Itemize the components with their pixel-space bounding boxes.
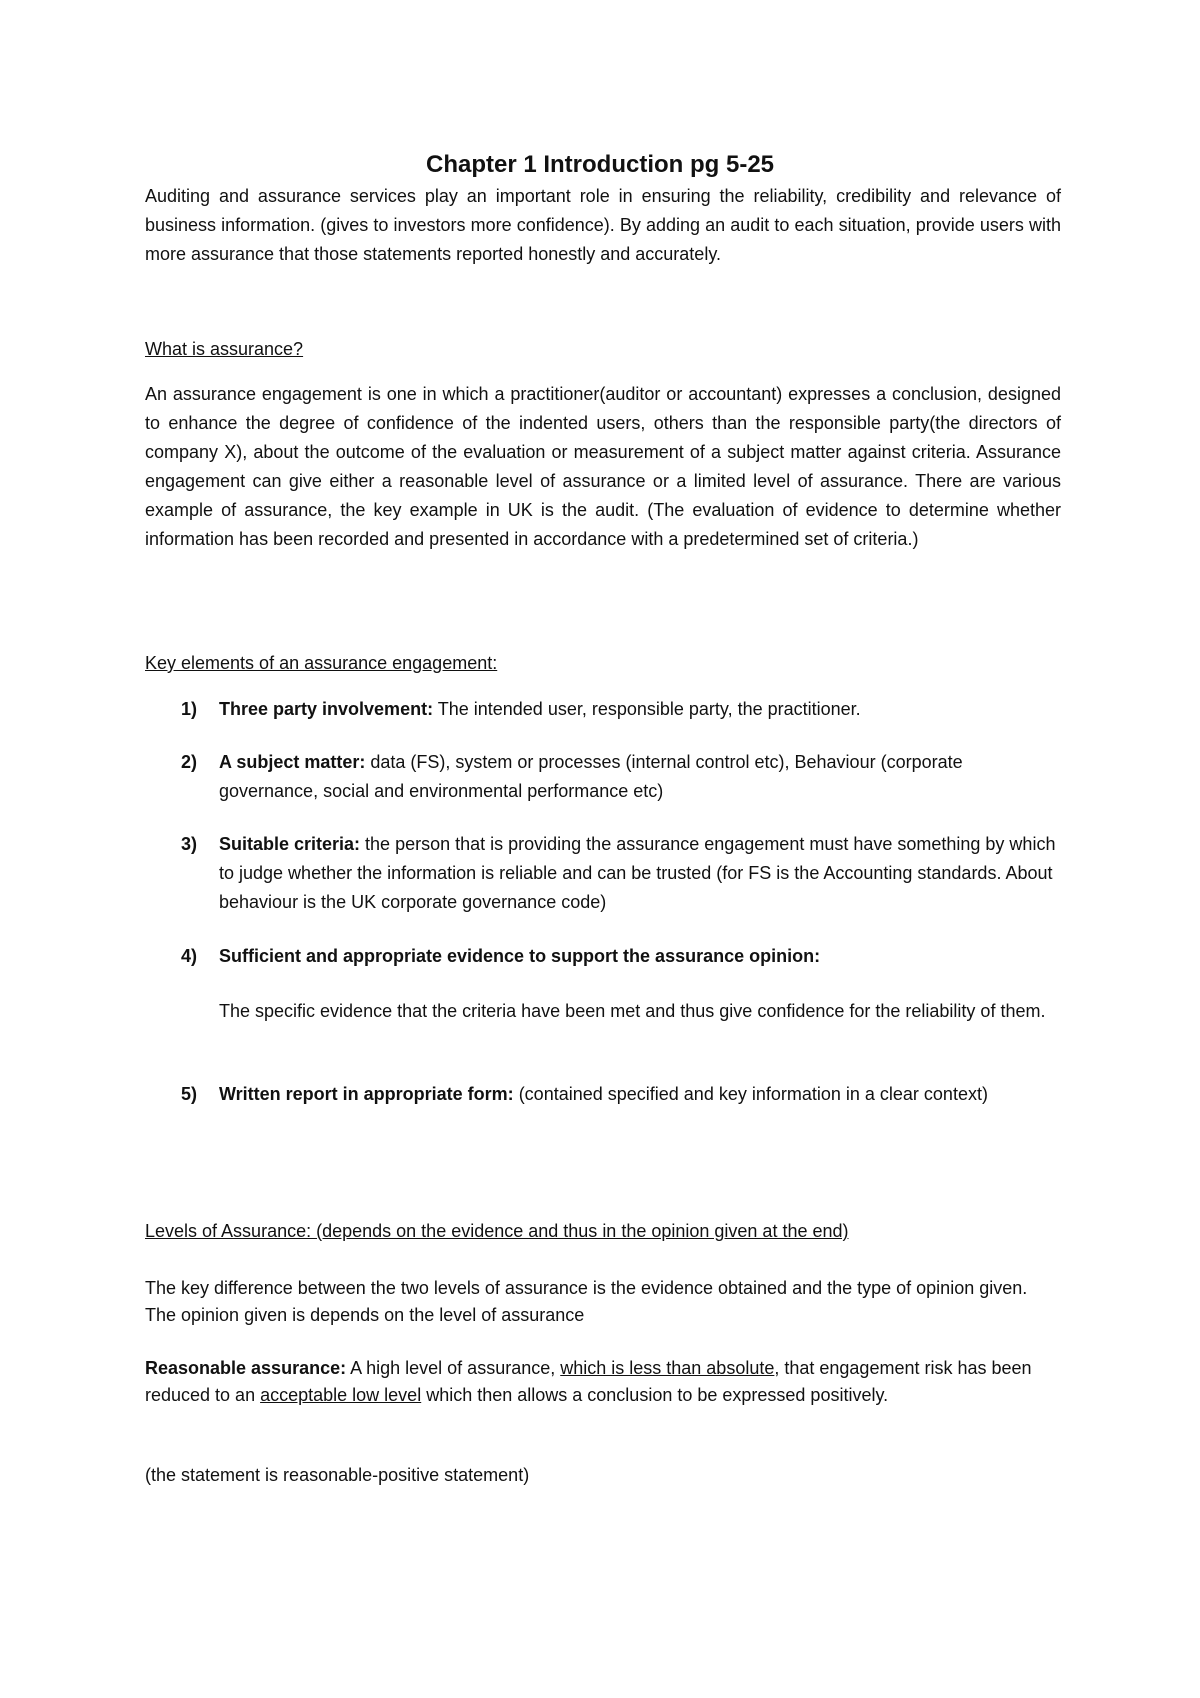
element-label: Three party involvement:: [219, 699, 434, 719]
reasonable-underline-2: acceptable low level: [260, 1385, 422, 1405]
what-is-assurance-heading: What is assurance?: [145, 339, 304, 359]
element-text: (contained specified and key information in a clear context): [513, 1084, 988, 1104]
element-label: Suitable criteria:: [219, 834, 361, 854]
element-number: 4): [181, 946, 198, 966]
reasonable-assurance-paragraph: [145, 1355, 1061, 1409]
chapter-title: Chapter 1 Introduction pg 5-25: [425, 151, 775, 178]
element-number: 3): [181, 834, 198, 854]
element-text: The intended user, responsible party, the practitioner.: [433, 699, 861, 719]
assurance-definition-paragraph: An assurance engagement is one in which a practitioner(auditor or accountant) expresses a conclusion, designed to enhance the degree of confidence of the indented users, others than the responsible party(the directors of company X), about the outcome of the evaluation or measurement of a subject matter against criteria. Assurance engagement can give either a reasonable level of assurance or a limited level of assurance. There are various example of assurance, the key example in UK is the audit. (The evaluation of evidence to determine whether information has been recorded and presented in accordance with a predetermined set of criteria.): [145, 384, 1061, 549]
element-text: data (FS), system or processes (internal control etc), Behaviour (corporate governance, social and environmental performance etc): [219, 752, 963, 801]
element-label: Written report in appropriate form:: [219, 1084, 514, 1104]
reasonable-assurance-label: Reasonable assurance:: [145, 1358, 347, 1378]
reasonable-underline-1: which is less than absolute: [560, 1358, 775, 1378]
element-label: A subject matter:: [219, 752, 366, 772]
element-number: 1): [181, 699, 198, 719]
levels-paragraph: The key difference between the two levels of assurance is the evidence obtained and the type of opinion given. The opinion given is depends on the level of assurance: [145, 1278, 1028, 1325]
element-4-detail: The specific evidence that the criteria have been met and thus give confidence for the reliability of them.: [219, 1001, 1046, 1021]
element-number: 2): [181, 752, 198, 772]
element-number: 5): [181, 1084, 198, 1104]
statement-note: (the statement is reasonable-positive statement): [145, 1465, 530, 1485]
levels-of-assurance-heading: Levels of Assurance: (depends on the evidence and thus in the opinion given at the end): [145, 1221, 849, 1241]
reasonable-text-1: A high level of assurance,: [346, 1358, 561, 1378]
key-elements-heading: Key elements of an assurance engagement:: [145, 653, 498, 673]
reasonable-text-2: , that engagement risk has been reduced to an: [145, 1358, 1032, 1405]
intro-paragraph: Auditing and assurance services play an important role in ensuring the reliability, credibility and relevance of business information. (gives to investors more confidence). By adding an audit to each situation, provide users with more assurance that those statements reported honestly and accurately.: [145, 186, 1061, 264]
element-label: Sufficient and appropriate evidence to support the assurance opinion:: [219, 946, 821, 966]
reasonable-text-3: which then allows a conclusion to be expressed positively.: [421, 1385, 889, 1405]
element-text: the person that is providing the assurance engagement must have something by which to judge whether the information is reliable and can be trusted (for FS is the Accounting standards. About behaviour is the UK corporate governance code): [219, 834, 1056, 912]
